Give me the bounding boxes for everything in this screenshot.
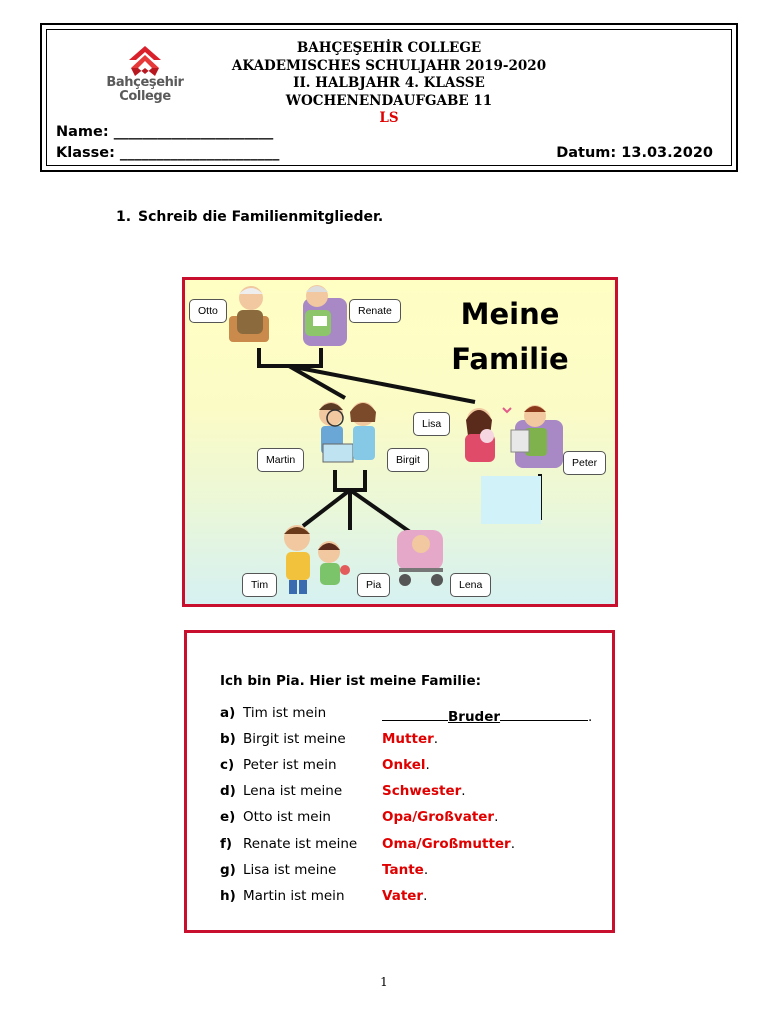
task-heading: [116, 209, 383, 225]
highlight-block: [481, 476, 541, 524]
row-text: Otto ist mein: [243, 809, 331, 825]
logo-line-1: Bahçeşehir: [106, 75, 184, 90]
answer-title: Ich bin Pia. Hier ist meine Familie:: [220, 673, 482, 689]
row-letter: h): [220, 888, 236, 904]
answer-word: Vater: [382, 888, 424, 904]
name-label-peter: Peter: [563, 451, 606, 475]
header-line-3: II. HALBJAHR 4. KLASSE: [293, 75, 485, 91]
row-text: Tim ist mein: [243, 705, 327, 721]
row-answer: [382, 783, 466, 799]
row-answer: [382, 836, 515, 852]
line-to-tim: [303, 490, 350, 526]
page-number: 1: [380, 975, 388, 989]
row-letter: d): [220, 783, 236, 799]
row-letter: a): [220, 705, 236, 721]
row-letter: e): [220, 809, 236, 825]
period: .: [510, 836, 516, 852]
header-line-2: AKADEMISCHES SCHULJAHR 2019-2020: [231, 57, 547, 74]
period: .: [423, 862, 429, 878]
name-label-lisa: Lisa: [413, 412, 450, 436]
name-label-tim: Tim: [242, 573, 277, 597]
task-text: Schreib die Familienmitglieder.: [138, 209, 384, 225]
family-title-line-1: Meine: [460, 297, 560, 331]
answer-word: Mutter: [382, 731, 434, 747]
name-label-pia: Pia: [357, 573, 390, 597]
answer-row-example: [220, 705, 620, 725]
row-text: Birgit ist meine: [243, 731, 346, 747]
name-label-otto: Otto: [189, 299, 227, 323]
row-text: Martin ist mein: [243, 888, 345, 904]
row-answer: [382, 809, 498, 825]
tim-figure-icon: [284, 525, 310, 594]
answer-word: Oma/Großmutter: [382, 836, 511, 852]
family-title-line-2: Familie: [451, 342, 569, 376]
row-answer: [382, 731, 438, 747]
name-label-birgit: Birgit: [387, 448, 429, 472]
grandparents-bracket: [259, 348, 321, 366]
lena-figure-icon: [397, 530, 443, 586]
logo-line-2: College: [119, 89, 171, 104]
period: .: [494, 809, 499, 825]
name-label-martin: Martin: [257, 448, 304, 472]
task-number: 1.: [116, 209, 132, 225]
period: .: [588, 709, 593, 725]
row-letter: f): [220, 836, 233, 852]
period: .: [423, 888, 428, 904]
klasse-field: Klasse: ______________________: [56, 145, 280, 161]
answer-box: [184, 630, 615, 933]
martin-figure-icon: [319, 402, 353, 462]
row-answer: [382, 888, 427, 904]
header-line-1: BAHÇEŞEHİR COLLEGE: [296, 40, 482, 56]
example-answer-blank: [382, 705, 592, 725]
renate-figure-icon: [303, 285, 347, 346]
peter-figure-icon: [511, 405, 563, 468]
row-letter: b): [220, 731, 236, 747]
family-title: [435, 292, 585, 382]
period: .: [425, 757, 430, 773]
row-letter: g): [220, 862, 236, 878]
datum-field: Datum: 13.03.2020: [556, 145, 713, 161]
row-letter: c): [220, 757, 235, 773]
period: .: [433, 731, 439, 747]
answer-word: Tante: [382, 862, 424, 878]
header-ls-label: LS: [379, 110, 399, 126]
name-label-lena: Lena: [450, 573, 491, 597]
name-field: Name: ______________________: [56, 124, 274, 140]
parents-bracket: [335, 470, 365, 490]
birgit-figure-icon: [350, 402, 376, 460]
pia-figure-icon: [318, 541, 350, 585]
answer-word: Schwester: [382, 783, 462, 799]
header-line-4: WOCHENENDAUFGABE 11: [285, 92, 493, 109]
row-text: Lisa ist meine: [243, 862, 337, 878]
header-box: [40, 23, 738, 172]
row-answer: [382, 757, 430, 773]
row-text: Renate ist meine: [243, 836, 358, 852]
lisa-figure-icon: [465, 408, 511, 462]
answer-word: Onkel: [382, 757, 426, 773]
row-text: Lena ist meine: [243, 783, 343, 799]
row-text: Peter ist mein: [243, 757, 337, 773]
otto-figure-icon: [229, 286, 269, 342]
header-inner-frame: [46, 29, 732, 166]
header-title-block: [47, 40, 731, 128]
answer-word: Opa/Großvater: [382, 809, 495, 825]
family-tree-picture: [182, 277, 618, 607]
example-answer: Bruder: [448, 709, 501, 725]
name-label-renate: Renate: [349, 299, 401, 323]
row-answer: [382, 862, 428, 878]
line-to-lena: [350, 490, 410, 532]
period: .: [461, 783, 466, 799]
